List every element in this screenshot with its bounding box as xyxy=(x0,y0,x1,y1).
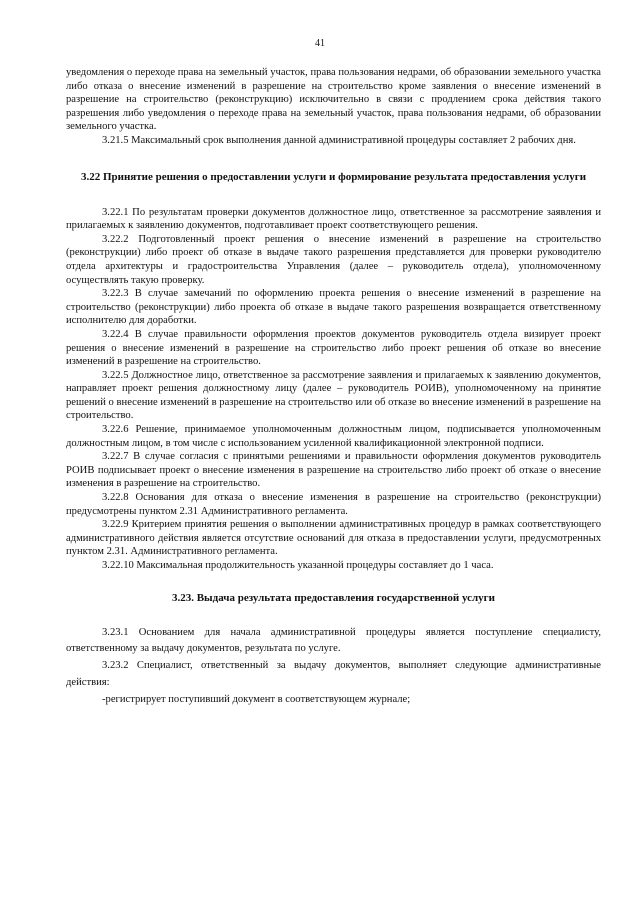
paragraph-3-23-2: 3.23.2 Специалист, ответственный за выдачу документов, выполняет следующие административные действия: xyxy=(66,660,601,688)
paragraph-continued: уведомления о переходе права на земельный участок, права пользования недрами, об образовании земельного участка либо отказа о внесение изменений в разрешение на строительство кроме заявления о внесение изменений в разрешение на строительство (реконструкцию) исключительно в связи с продлением срока действия такого разрешения либо уведомления о переходе права на земельный участок, права пользования недрами, об образовании земельного участка. xyxy=(66,67,601,133)
paragraph-3-22-10: 3.22.10 Максимальная продолжительность указанной процедуры составляет до 1 часа. xyxy=(102,560,494,571)
paragraph-3-22-1: 3.22.1 По результатам проверки документов должностное лицо, ответственное за рассмотрение заявления и прилагаемых к заявлению документов, подготавливает проект соответствующего решения. xyxy=(66,206,601,232)
section-heading-3-22: 3.22 Принятие решения о предоставлении услуги и формирование результата предоставления услуги xyxy=(80,170,587,183)
paragraph-3-22-3: 3.22.3 В случае замечаний по оформлению проекта решения о внесение изменений в разрешение на строительство (реконструкции) либо проекта об отказе в выдаче такого разрешения возвращается ответственному исполнителю для доработки. xyxy=(66,288,601,327)
document-body xyxy=(66,66,601,709)
paragraph-3-22-2: 3.22.2 Подготовленный проект решения о внесение изменений в разрешение на строительство (реконструкции) либо проект об отказе в выдаче такого разрешения представляется для проверки руководителю отдела архитектуры и градостроительства Управления (далее – руководитель отдела), уполномоченному осуществлять такую проверку. xyxy=(66,233,601,286)
paragraph-3-22-8: 3.22.8 Основания для отказа о внесение изменения в разрешение на строительство (реконструкции) предусмотрены пунктом 2.31 Административного регламента. xyxy=(66,492,601,517)
paragraph-3-22-5: 3.22.5 Должностное лицо, ответственное за рассмотрение заявления и прилагаемых к заявлению документов, направляет проект решения должностному лицу (далее – руководитель РОИВ), уполномоченному на принятие решений о внесение изменений в разрешение на строительство или об отказе во внесение изменений в разрешение на строительство. xyxy=(66,369,601,422)
paragraph-3-23-1: 3.23.1 Основанием для начала административной процедуры является поступление специалисту, ответственному за выдачу документов, результата по услуге. xyxy=(66,626,601,655)
paragraph-3-22-4: 3.22.4 В случае правильности оформления проектов документов руководитель отдела визирует проект решения о внесение изменений в разрешение на строительство либо проект решения об отказе во внесение изменений в разрешение на строительство. xyxy=(66,328,601,368)
paragraph-3-22-9: 3.22.9 Критерием принятия решения о выполнении административных процедур в рамках соответствующего административного действия является отсутствие оснований для отказа в предоставлении услуги, предусмотренных пунктом 2.31. Административного регламента. xyxy=(66,519,601,558)
section-heading-3-23: 3.23. Выдача результата предоставления государственной услуги xyxy=(171,591,496,604)
paragraph-3-22-7: 3.22.7 В случае согласия с принятыми решениями и правильности оформления документов руководитель РОИВ подписывает проект о внесение изменения в разрешение на строительство либо проект об отказе о внесение изменения в разрешение на строительство. xyxy=(66,451,601,490)
paragraph-3-22-6: 3.22.6 Решение, принимаемое уполномоченным должностным лицом, подписывается уполномоченным должностным лицом, в том числе с использованием усиленной квалификационной электронной подписи. xyxy=(66,424,601,449)
paragraph-3-21-5: 3.21.5 Максимальный срок выполнения данной административной процедуры составляет 2 рабочих дня. xyxy=(102,134,576,146)
page-number: 41 xyxy=(315,38,325,49)
list-item-register: -регистрирует поступивший документ в соответствующем журнале; xyxy=(102,693,411,705)
